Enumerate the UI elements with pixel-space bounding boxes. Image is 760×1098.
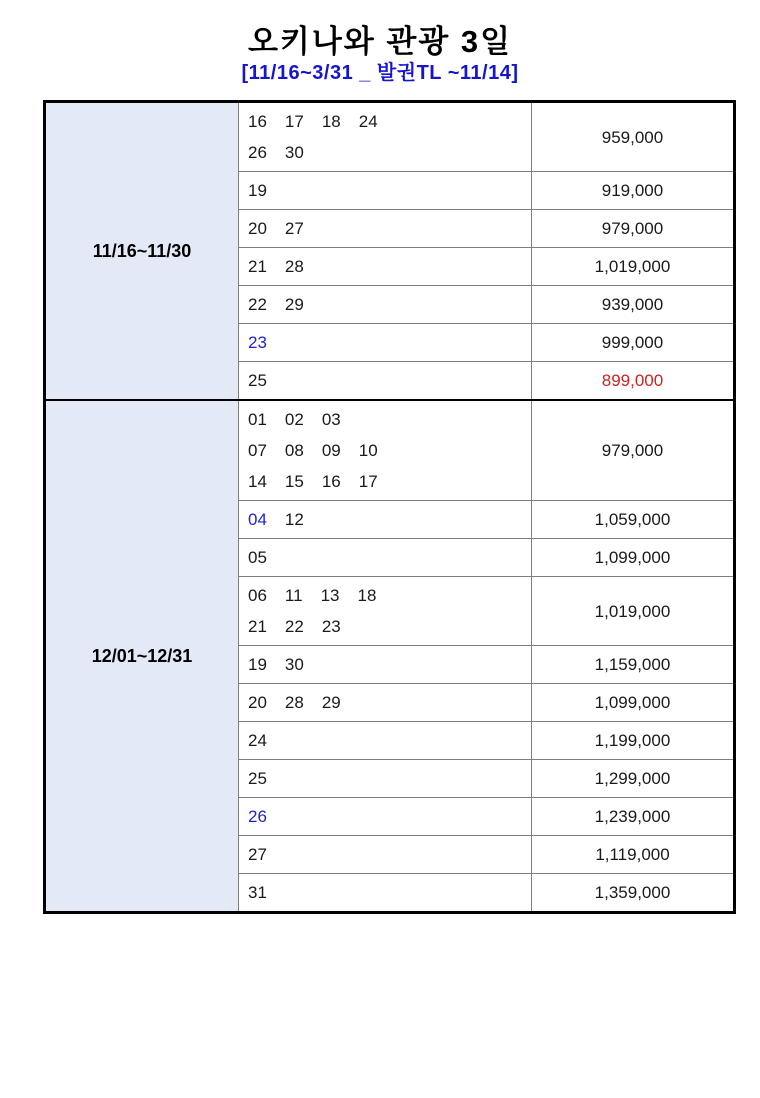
- date-value: 04: [248, 510, 267, 529]
- date-value: 17: [284, 112, 304, 131]
- price-cell: 919,000: [532, 172, 735, 210]
- date-line: [248, 877, 531, 908]
- date-value: 31: [248, 883, 267, 902]
- dates-cell: [239, 646, 532, 684]
- date-line: [248, 611, 531, 642]
- dates-cell: [239, 102, 532, 172]
- date-value: 21: [248, 257, 267, 276]
- date-value: 20: [248, 219, 267, 238]
- date-value: 29: [284, 295, 304, 314]
- period-cell: 12/01~12/31: [45, 400, 239, 913]
- price-cell: 1,199,000: [532, 722, 735, 760]
- dates-cell: [239, 722, 532, 760]
- price-table-body: [45, 102, 735, 913]
- date-value: 22: [248, 295, 267, 314]
- page-title: 오키나와 관광 3일: [247, 24, 513, 59]
- price-cell: 1,099,000: [532, 539, 735, 577]
- date-line: [248, 542, 531, 573]
- dates-cell: [239, 760, 532, 798]
- date-value: 27: [284, 219, 304, 238]
- price-cell: 939,000: [532, 286, 735, 324]
- date-value: 24: [358, 112, 378, 131]
- price-cell: 1,119,000: [532, 836, 735, 874]
- date-value: 07: [248, 441, 267, 460]
- date-line: [248, 327, 531, 358]
- date-value: 05: [248, 548, 267, 567]
- date-value: 23: [248, 333, 267, 352]
- dates-cell: [239, 210, 532, 248]
- date-value: 28: [284, 693, 304, 712]
- date-value: 09: [321, 441, 341, 460]
- date-line: [248, 687, 531, 718]
- date-value: 16: [248, 112, 267, 131]
- date-line: [248, 649, 531, 680]
- date-line: [248, 763, 531, 794]
- date-line: [248, 365, 531, 396]
- dates-cell: [239, 501, 532, 539]
- date-line: [248, 839, 531, 870]
- price-cell: 979,000: [532, 210, 735, 248]
- date-value: 17: [358, 472, 378, 491]
- date-value: 19: [248, 655, 267, 674]
- dates-cell: [239, 836, 532, 874]
- date-line: [248, 175, 531, 206]
- date-line: [248, 435, 531, 466]
- date-value: 18: [321, 112, 341, 131]
- price-cell: 1,299,000: [532, 760, 735, 798]
- date-value: 23: [321, 617, 341, 636]
- price-cell: 959,000: [532, 102, 735, 172]
- date-value: 16: [321, 472, 341, 491]
- date-value: 20: [248, 693, 267, 712]
- date-value: 29: [321, 693, 341, 712]
- date-value: 13: [320, 586, 340, 605]
- date-value: 19: [248, 181, 267, 200]
- date-value: 18: [357, 586, 377, 605]
- dates-cell: [239, 362, 532, 401]
- date-value: 27: [248, 845, 267, 864]
- date-value: 25: [248, 371, 267, 390]
- price-cell: 1,359,000: [532, 874, 735, 913]
- date-value: 11: [284, 586, 303, 605]
- price-cell: 979,000: [532, 400, 735, 501]
- dates-cell: [239, 539, 532, 577]
- date-value: 24: [248, 731, 267, 750]
- dates-cell: [239, 400, 532, 501]
- date-value: 03: [321, 410, 341, 429]
- date-line: [248, 213, 531, 244]
- dates-cell: [239, 684, 532, 722]
- date-value: 26: [248, 143, 267, 162]
- dates-cell: [239, 324, 532, 362]
- date-value: 14: [248, 472, 267, 491]
- date-value: 21: [248, 617, 267, 636]
- date-line: [248, 106, 531, 137]
- dates-cell: [239, 172, 532, 210]
- date-line: [248, 504, 531, 535]
- date-value: 26: [248, 807, 267, 826]
- period-cell: 11/16~11/30: [45, 102, 239, 401]
- table-row: [45, 102, 735, 172]
- date-line: [248, 137, 531, 168]
- price-cell: 999,000: [532, 324, 735, 362]
- price-cell: 1,059,000: [532, 501, 735, 539]
- date-value: 06: [248, 586, 267, 605]
- table-row: [45, 400, 735, 501]
- dates-cell: [239, 577, 532, 646]
- date-value: 01: [248, 410, 267, 429]
- page-subtitle: [11/16~3/31 _ 발권TL ~11/14]: [241, 62, 519, 84]
- price-cell: 1,159,000: [532, 646, 735, 684]
- date-value: 28: [284, 257, 304, 276]
- price-cell: 1,019,000: [532, 248, 735, 286]
- date-line: [248, 404, 531, 435]
- date-value: 10: [358, 441, 378, 460]
- dates-cell: [239, 248, 532, 286]
- date-value: 08: [284, 441, 304, 460]
- date-line: [248, 466, 531, 497]
- date-line: [248, 251, 531, 282]
- date-value: 12: [284, 510, 304, 529]
- date-line: [248, 725, 531, 756]
- date-line: [248, 801, 531, 832]
- price-cell: 1,019,000: [532, 577, 735, 646]
- date-line: [248, 580, 531, 611]
- price-cell: 1,099,000: [532, 684, 735, 722]
- price-table: [43, 100, 736, 914]
- date-value: 15: [284, 472, 304, 491]
- date-value: 02: [284, 410, 304, 429]
- date-value: 25: [248, 769, 267, 788]
- date-value: 22: [284, 617, 304, 636]
- date-value: 30: [284, 143, 304, 162]
- date-line: [248, 289, 531, 320]
- dates-cell: [239, 798, 532, 836]
- price-cell: 899,000: [532, 362, 735, 401]
- date-value: 30: [284, 655, 304, 674]
- price-cell: 1,239,000: [532, 798, 735, 836]
- dates-cell: [239, 286, 532, 324]
- dates-cell: [239, 874, 532, 913]
